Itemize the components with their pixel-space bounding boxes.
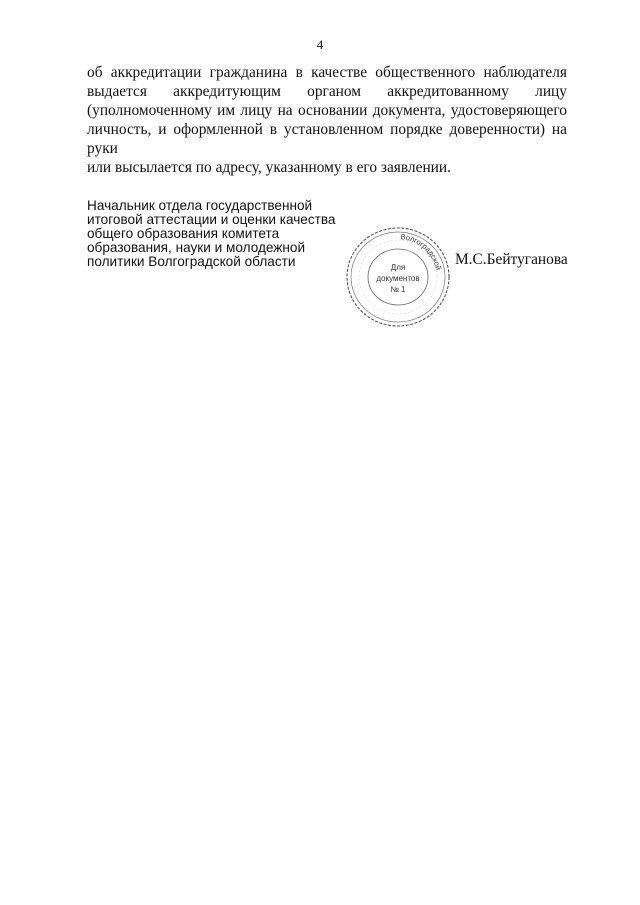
signatory-title-line: Начальник отдела государственной bbox=[87, 198, 313, 213]
body-line: (уполномоченному им лицу на основании документа, удостоверяющего bbox=[87, 102, 567, 119]
signatory-title-line: итоговой аттестации и оценки качества bbox=[87, 212, 336, 227]
seal-center-text: № 1 bbox=[390, 285, 406, 294]
body-paragraph bbox=[87, 63, 567, 177]
signatory-title-line: общего образования комитета bbox=[87, 226, 280, 241]
body-line: выдается аккредитующим органом аккредитованному лицу bbox=[87, 83, 567, 100]
seal-center-text: Для bbox=[390, 263, 406, 272]
signatory-title-line: политики Волгоградской области bbox=[87, 254, 296, 269]
body-line: или высылается по адресу, указанному в его заявлении. bbox=[87, 159, 452, 176]
signatory-title-line: образования, науки и молодежной bbox=[87, 240, 306, 255]
signatory-title bbox=[87, 199, 357, 269]
body-line: личность, и оформленной в установленном порядке доверенности) на руки bbox=[87, 121, 567, 157]
seal-graphic bbox=[343, 222, 453, 330]
seal-ring-text: Волгоградской bbox=[400, 232, 444, 271]
official-seal-stamp bbox=[343, 222, 453, 330]
seal-center-text: документов bbox=[376, 274, 420, 283]
body-line: об аккредитации гражданина в качестве общественного наблюдателя bbox=[87, 64, 567, 81]
signer-name: М.С.Бейтуганова bbox=[455, 251, 568, 268]
page-number: 4 bbox=[316, 37, 324, 52]
